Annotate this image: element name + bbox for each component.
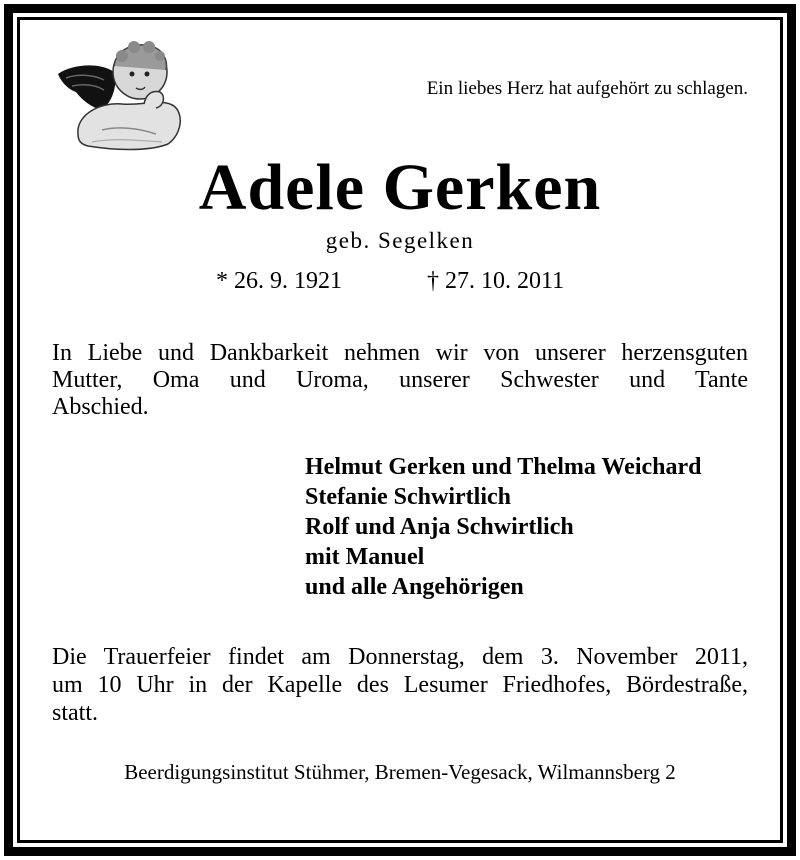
service-line: Die Trauerfeier findet am Donnerstag, dem 3. November 2011, [52, 644, 748, 670]
mourners-list [305, 452, 701, 602]
mourner-entry: Rolf und Anja Schwirtlich [305, 514, 574, 540]
deceased-name: Adele Gerken [198, 151, 602, 224]
motto-text: Ein liebes Herz hat aufgehört zu schlagen. [426, 78, 748, 99]
maiden-name: geb. Segelken [325, 228, 475, 253]
funeral-home-text: Beerdigungsinstitut Stühmer, Bremen-Vegesack, Wilmannsberg 2 [124, 760, 676, 784]
death-date: † 27. 10. 2011 [427, 268, 565, 294]
service-line: um 10 Uhr in der Kapelle des Lesumer Friedhofes, Bördestraße, [52, 672, 748, 698]
birth-date: * 26. 9. 1921 [216, 268, 342, 294]
intro-paragraph [52, 340, 748, 421]
service-paragraph [52, 643, 748, 727]
intro-line: In Liebe und Dankbarkeit nehmen wir von unserer herzensguten [52, 340, 748, 366]
cherub-angel-icon [52, 34, 187, 154]
intro-line: Abschied. [52, 394, 149, 420]
service-line: statt. [52, 700, 98, 726]
intro-line: Mutter, Oma und Uroma, unserer Schwester und Tante [52, 367, 748, 393]
mourner-entry: Helmut Gerken und Thelma Weichard [305, 454, 702, 480]
mourner-entry: mit Manuel [305, 544, 425, 570]
mourner-entry: Stefanie Schwirtlich [305, 484, 511, 510]
mourner-entry: und alle Angehörigen [305, 574, 524, 600]
